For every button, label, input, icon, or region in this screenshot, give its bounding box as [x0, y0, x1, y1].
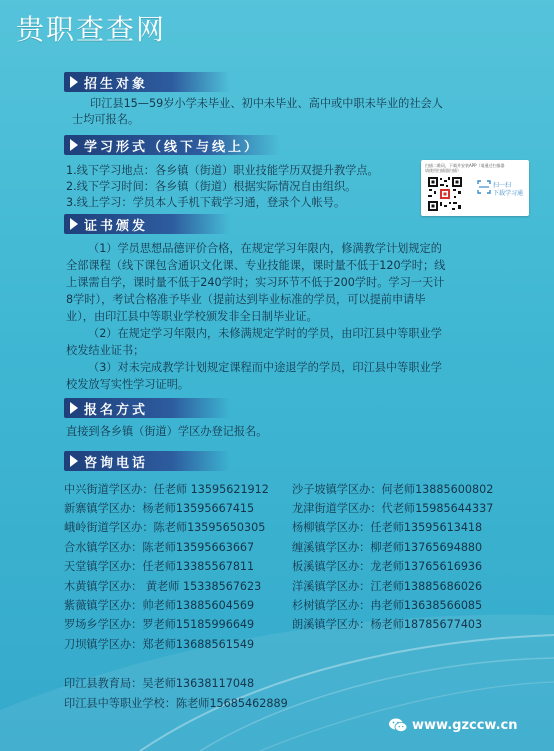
footer-site: www.gzccw.cn	[412, 717, 518, 733]
contact-entry: 天堂镇学区办：任老师13385567811	[64, 560, 255, 573]
text-line: （2）在规定学习年限内，未修满规定学时的学员，由印江县中等职业学	[88, 327, 442, 340]
study-text	[66, 163, 416, 211]
contact-entry: 紫薇镇学区办：帅老师13885604569	[64, 599, 255, 612]
contact-entry: 印江县教育局：吴老师13638117048	[64, 677, 255, 690]
contact-row	[64, 597, 534, 613]
arrow-icon	[70, 455, 78, 467]
section-title: 咨询电话	[84, 455, 149, 471]
section-title: 学习形式（线下与线上）	[84, 139, 261, 155]
arrow-icon	[70, 76, 78, 88]
contact-entry: 缠溪镇学区办：柳老师13765694880	[292, 541, 483, 554]
contact-entry: 罗场乡学区办：罗老师15185996649	[64, 618, 255, 631]
contact-entry: 新寨镇学区办：杨老师13595667415	[64, 502, 255, 515]
text-line: 1.线下学习地点：各乡镇（街道）职业技能学历双提升教学点。	[66, 164, 379, 177]
text-line: 校发结业证书；	[66, 344, 145, 357]
contact-entry: 沙子坡镇学区办：何老师13885600802	[292, 483, 494, 496]
text-line: 8学时），考试合格准予毕业（提前达到毕业标准的学员，可以提前申请毕	[66, 293, 426, 306]
section-header-apply	[64, 398, 230, 418]
text-line: （1）学员思想品德评价合格，在规定学习年限内，修满教学计划规定的	[88, 242, 442, 255]
apply-text	[66, 424, 466, 440]
contact-entry: 洋溪镇学区办：江老师13885686026	[292, 580, 483, 593]
text-line: 上课需自学，课时量不低于240学时；实习环节不低于200学时。学习一天计	[66, 276, 445, 289]
contact-entry: 印江县中等职业学校：陈老师15685462889	[64, 697, 288, 710]
text-line: 业），由印江县中等职业学校颁发非全日制毕业证。	[66, 310, 318, 323]
arrow-icon	[70, 218, 78, 230]
contact-entry: 杉树镇学区办：冉老师13638566085	[292, 599, 483, 612]
contact-row	[64, 636, 534, 652]
text-line: 印江县15—59岁小学未毕业、初中未毕业、高中或中职未毕业的社会人	[90, 97, 443, 110]
text-line: （3）对未完成教学计划规定课程而中途退学的学员，印江县中等职业学	[88, 361, 442, 374]
section-title: 招生对象	[84, 76, 149, 92]
section-header-cert	[64, 214, 230, 234]
text-line: 2.线下学习时间：各乡镇（街道）根据实际情况自由组织。	[66, 180, 357, 193]
qr-caption: 扫描二维码，下载并安装APP（请通过扫描器 请使用扫描器扫描）	[425, 163, 505, 173]
contact-row	[64, 616, 534, 632]
contact-row	[64, 539, 534, 555]
contact-row-bureau	[64, 675, 534, 691]
contact-entry: 木黄镇学区办： 黄老师 15338567623	[64, 580, 262, 593]
contact-entry: 峨岭街道学区办：陈老师13595650305	[64, 521, 266, 534]
scan-icon	[477, 180, 491, 194]
enroll-text	[72, 96, 510, 128]
text-line: 直接到各乡镇（街道）学区办登记报名。	[66, 425, 268, 438]
text-line: 全部课程（线下课包含通识文化课、专业技能课，课时量不低于120学时；线	[66, 259, 446, 272]
contact-entry: 合水镇学区办：陈老师13595663667	[64, 541, 255, 554]
arrow-icon	[70, 139, 78, 151]
contact-entry: 杨柳镇学区办：任老师13595613418	[292, 521, 483, 534]
contact-entry: 板溪镇学区办：龙老师13765616936	[292, 560, 483, 573]
footer-watermark	[388, 717, 518, 733]
contact-row	[64, 558, 534, 574]
site-brand: 贵职查查网	[16, 13, 167, 46]
contact-row-school	[64, 695, 534, 711]
scan-download-text: 扫一扫 下载学习通	[493, 182, 524, 197]
section-title: 证书颁发	[84, 218, 149, 234]
section-title: 报名方式	[84, 402, 149, 418]
contact-row	[64, 578, 534, 594]
text-line: 校发放写实性学习证明。	[66, 378, 190, 391]
contact-row	[64, 481, 534, 497]
qr-download-card[interactable]	[421, 160, 529, 216]
contact-entry: 刀坝镇学区办：郑老师13688561549	[64, 638, 255, 651]
arrow-icon	[70, 402, 78, 414]
contact-row	[64, 500, 534, 516]
contact-row	[64, 519, 534, 535]
section-header-enroll	[64, 72, 230, 92]
contact-entry: 中兴街道学区办：任老师 13595621912	[64, 483, 269, 496]
contact-entry: 龙津街道学区办：代老师15985644337	[292, 502, 494, 515]
qr-code-icon	[427, 176, 463, 212]
cert-text	[66, 240, 506, 393]
wechat-icon	[388, 717, 408, 733]
contact-entry: 朗溪镇学区办：杨老师18785677403	[292, 618, 483, 631]
section-header-contact	[64, 451, 230, 471]
text-line: 士均可报名。	[72, 113, 140, 126]
section-header-study	[64, 135, 280, 155]
text-line: 3.线上学习：学员本人手机下载学习通，登录个人帐号。	[66, 196, 346, 209]
